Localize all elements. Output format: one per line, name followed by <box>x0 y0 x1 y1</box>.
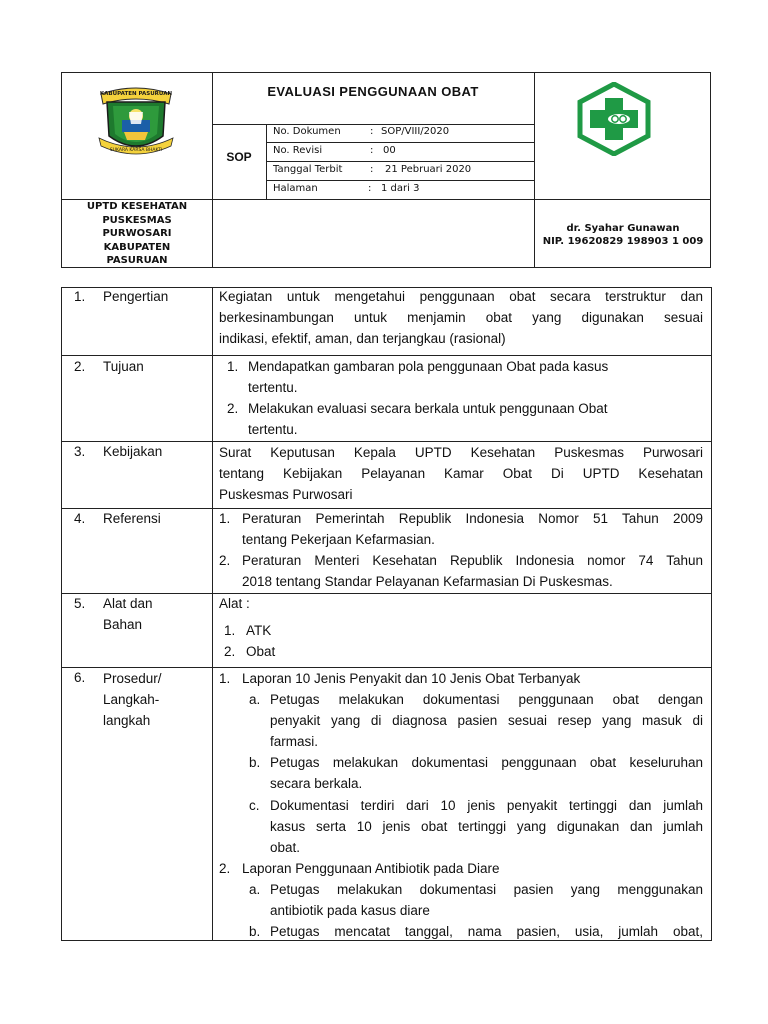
divider <box>266 180 534 181</box>
section-title-line: Langkah- <box>103 692 160 707</box>
prosedur-sub-line: secara berkala. <box>270 776 363 791</box>
sub-marker: b. <box>249 755 261 770</box>
meta-sep: : <box>370 145 374 156</box>
table-border <box>711 287 712 940</box>
divider <box>266 142 534 143</box>
tujuan-item-line: tertentu. <box>248 422 298 437</box>
alat-item: ATK <box>246 623 272 638</box>
kebijakan-line: Surat Keputusan Kepala UPTD Kesehatan Puskesmas Purwosari <box>219 445 703 460</box>
kebijakan-line: Puskesmas Purwosari <box>219 487 353 502</box>
section-title-kebijakan: Kebijakan <box>103 444 163 459</box>
list-marker: 2. <box>219 861 231 876</box>
sub-marker: c. <box>249 798 260 813</box>
pengertian-line: Kegiatan untuk mengetahui penggunaan obat secara terstruktur dan <box>219 289 703 304</box>
section-title-line: Alat dan <box>103 596 153 611</box>
list-marker: 2. <box>224 644 236 659</box>
signatory-nip: NIP. 19620829 198903 1 009 <box>542 236 704 247</box>
puskesmas-logo <box>574 82 654 156</box>
signatory-block <box>535 222 711 248</box>
meta-label-issue-date: Tanggal Terbit <box>273 164 343 175</box>
tujuan-item-line: Mendapatkan gambaran pola penggunaan Obat pada kasus <box>248 359 609 374</box>
section-title-tujuan: Tujuan <box>103 359 144 374</box>
referensi-item-line: 2018 tentang Standar Pelayanan Kefarmasian Di Puskesmas. <box>242 574 613 589</box>
section-title-alat-dan-bahan <box>103 593 203 635</box>
table-divider <box>212 287 213 940</box>
divider <box>266 161 534 162</box>
tujuan-item-line: Melakukan evaluasi secara berkala untuk penggunaan Obat <box>248 401 608 416</box>
prosedur-sub-line: farmasi. <box>270 734 319 749</box>
referensi-item-line: Peraturan Menteri Kesehatan Republik Indonesia nomor 74 Tahun <box>242 553 703 568</box>
table-border <box>61 287 62 940</box>
section-number: 6. <box>74 670 86 685</box>
divider <box>212 124 534 125</box>
meta-sep: : <box>370 164 374 175</box>
organization-name <box>62 200 212 268</box>
kabupaten-pasuruan-crest <box>89 80 183 160</box>
prosedur-sub-line: penyakit yang di diagnosa pasien sesuai resep yang masuk di <box>270 713 703 728</box>
sop-label: SOP <box>226 150 252 164</box>
section-number: 1. <box>74 289 86 304</box>
sub-marker: a. <box>249 882 261 897</box>
meta-value-page: 1 dari 3 <box>381 183 420 194</box>
section-number: 3. <box>74 444 86 459</box>
list-marker: 2. <box>219 553 231 568</box>
prosedur-sub-line: Petugas melakukan dokumentasi penggunaan obat dengan <box>270 692 703 707</box>
pengertian-line: indikasi, efektif, aman, dan terjangkau (rasional) <box>219 331 506 346</box>
alat-lead: Alat : <box>219 596 250 611</box>
section-title-pengertian: Pengertian <box>103 289 169 304</box>
meta-value-issue-date: 21 Pebruari 2020 <box>385 164 472 175</box>
kebijakan-line: tentang Kebijakan Pelayanan Kamar Obat Di UPTD Kesehatan <box>219 466 703 481</box>
prosedur-sub-line: kasus serta 10 jenis obat tertinggi yang digunakan dan jumlah <box>270 819 703 834</box>
meta-label-document-no: No. Dokumen <box>273 126 341 137</box>
referensi-item-line: tentang Pekerjaan Kefarmasian. <box>242 532 435 547</box>
section-number: 5. <box>74 596 86 611</box>
prosedur-sub-line: Dokumentasi terdiri dari 10 jenis penyakit tertinggi dan jumlah <box>270 798 703 813</box>
crest-motto-text: SUKARA KARSA BHAKTI <box>109 148 163 153</box>
sub-marker: b. <box>249 924 261 939</box>
org-line: PASURUAN <box>106 255 168 267</box>
section-title-line: Bahan <box>103 617 143 632</box>
list-marker: 1. <box>219 511 231 526</box>
prosedur-sub-line: obat. <box>270 840 301 855</box>
org-line: UPTD KESEHATAN <box>86 201 188 212</box>
prosedur-sub-line: antibiotik pada kasus diare <box>270 903 430 918</box>
section-title-line: langkah <box>103 713 151 728</box>
divider <box>212 72 213 268</box>
alat-item: Obat <box>246 644 276 659</box>
meta-value-document-no: SOP/VIII/2020 <box>381 126 450 137</box>
document-title: EVALUASI PENGGUNAAN OBAT <box>267 84 479 99</box>
section-title-line: Prosedur/ <box>103 671 162 686</box>
list-marker: 1. <box>219 671 231 686</box>
meta-label-revision: No. Revisi <box>273 145 323 156</box>
sub-marker: a. <box>249 692 261 707</box>
pengertian-line: berkesinambungan untuk menjamin obat yang digunakan sesuai <box>219 310 703 325</box>
prosedur-step-title: Laporan 10 Jenis Penyakit dan 10 Jenis Obat Terbanyak <box>242 671 581 686</box>
signatory-name: dr. Syahar Gunawan <box>566 223 680 234</box>
referensi-item-line: Peraturan Pemerintah Republik Indonesia Nomor 51 Tahun 2009 <box>242 511 703 526</box>
prosedur-sub-line: Petugas mencatat tanggal, nama pasien, usia, jumlah obat, <box>270 924 703 939</box>
section-number: 4. <box>74 511 86 526</box>
meta-sep: : <box>368 183 372 194</box>
prosedur-step-title: Laporan Penggunaan Antibiotik pada Diare <box>242 861 500 876</box>
meta-label-page: Halaman <box>273 183 318 194</box>
meta-value-revision: 00 <box>383 145 396 156</box>
list-marker: 1. <box>224 623 236 638</box>
section-title-prosedur <box>103 668 203 731</box>
org-line: PUSKESMAS <box>102 214 172 226</box>
prosedur-sub-line: Petugas melakukan dokumentasi pasien yang menggunakan <box>270 882 703 897</box>
list-marker: 1. <box>227 359 239 374</box>
section-number: 2. <box>74 359 86 374</box>
crest-banner-text: KABUPATEN PASURUAN <box>99 91 173 97</box>
list-marker: 2. <box>227 401 239 416</box>
section-title-referensi: Referensi <box>103 511 161 526</box>
meta-sep: : <box>370 126 374 137</box>
prosedur-sub-line: Petugas melakukan dokumentasi penggunaan obat keseluruhan <box>270 755 703 770</box>
tujuan-item-line: tertentu. <box>248 380 298 395</box>
org-line: PURWOSARI <box>102 228 172 240</box>
divider <box>266 124 267 200</box>
org-line: KABUPATEN <box>103 241 171 253</box>
